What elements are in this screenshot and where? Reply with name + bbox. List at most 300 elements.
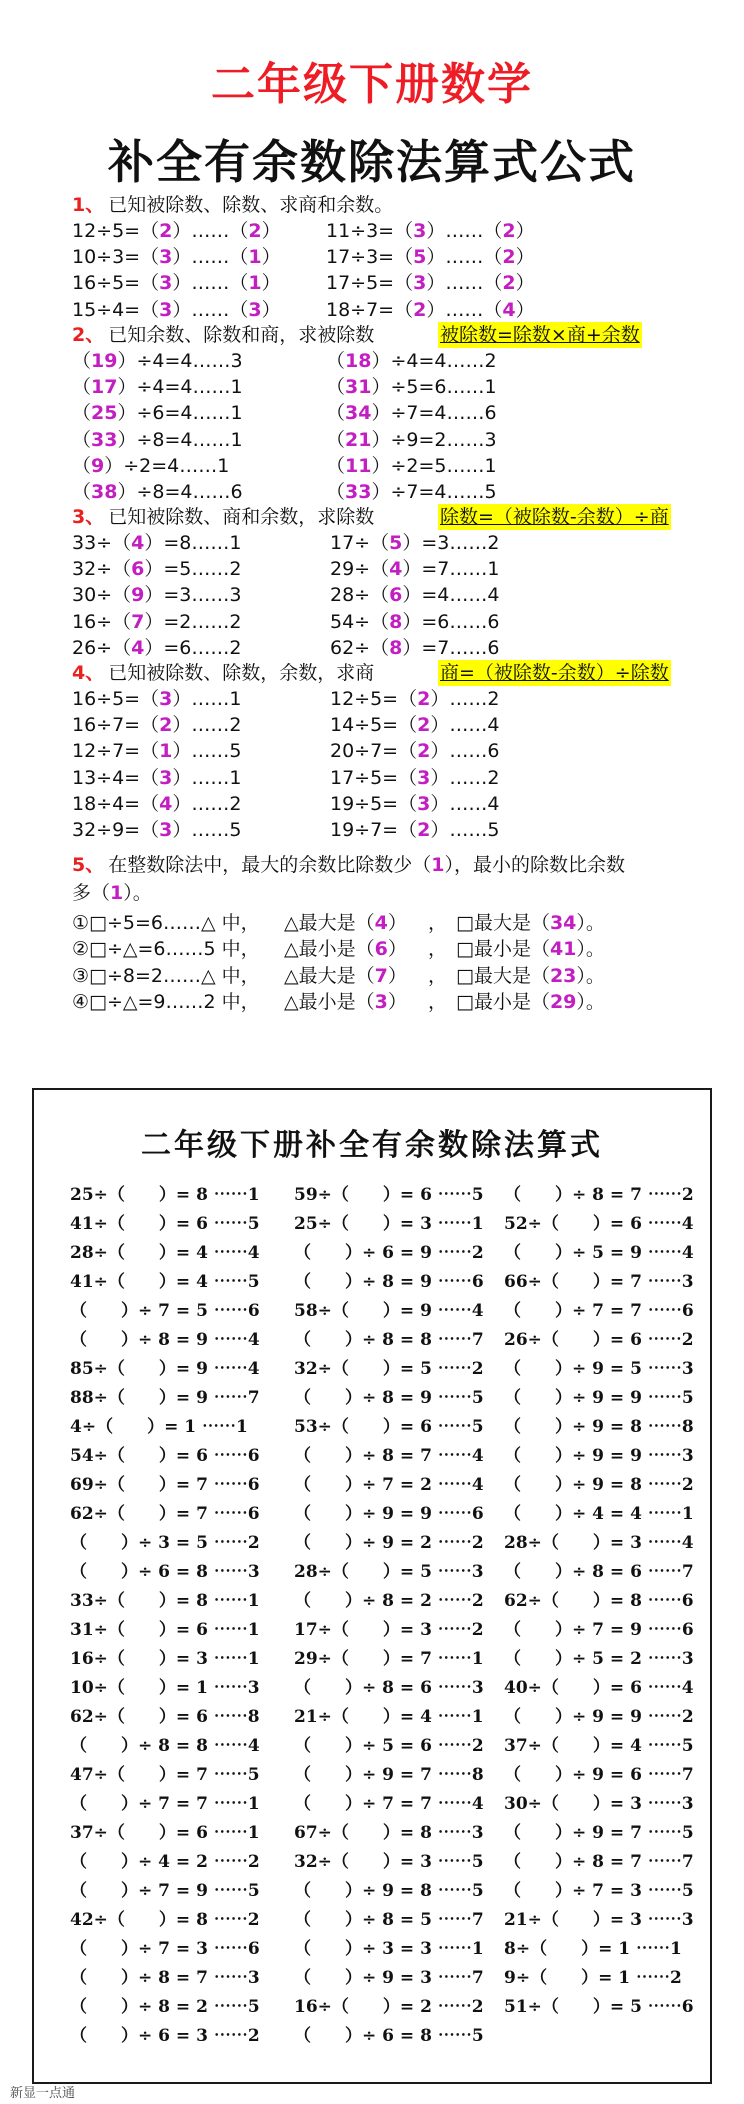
- worksheet-problem: （ ）÷ 8 = 5 ⋯⋯7: [294, 1910, 484, 1930]
- equation-text: ）……6: [430, 740, 500, 763]
- section-label: 已知余数、除数和商，求被除数: [108, 324, 375, 346]
- worksheet-problem: 26÷（ ）= 6 ⋯⋯2: [504, 1330, 694, 1350]
- worksheet-problem: 31÷（ ）= 6 ⋯⋯1: [70, 1620, 260, 1640]
- equation-row: [330, 791, 499, 817]
- equation-text: （: [72, 428, 92, 451]
- equation-text: ）: [515, 272, 535, 295]
- worksheet-problem: （ ）÷ 9 = 2 ⋯⋯2: [294, 1533, 484, 1553]
- worksheet-problem: （ ）÷ 3 = 5 ⋯⋯2: [70, 1533, 260, 1553]
- equation-text: 17÷（: [330, 532, 390, 554]
- equation-text: ）……（: [426, 272, 503, 295]
- worksheet-problem: 29÷（ ）= 7 ⋯⋯1: [294, 1649, 484, 1669]
- equation-row: [330, 530, 499, 556]
- equation-text: ）……（: [172, 246, 249, 269]
- answer-value: 3: [413, 272, 427, 295]
- equation-row: [72, 270, 281, 296]
- equation-row: [72, 712, 241, 738]
- equation-text: （: [326, 402, 346, 425]
- worksheet-problem: 67÷（ ）= 8 ⋯⋯3: [294, 1823, 484, 1843]
- answer-value: 21: [345, 428, 372, 451]
- equation-text: ）……5: [172, 819, 242, 841]
- worksheet-problem: 47÷（ ）= 7 ⋯⋯5: [70, 1765, 260, 1785]
- condition-equation: ④□÷△=9……2 中，: [72, 990, 260, 1013]
- answer-value: 3: [248, 298, 262, 321]
- equation-row: [72, 686, 241, 712]
- section-number: 2、: [72, 324, 105, 346]
- answer-label: △最大是（: [284, 912, 375, 934]
- equation-text: （: [326, 350, 346, 372]
- answer-value: 2: [417, 740, 431, 763]
- equation-text: ）……5: [172, 740, 242, 763]
- answer-value: 3: [159, 298, 173, 321]
- worksheet-problem: （ ）÷ 9 = 7 ⋯⋯5: [504, 1823, 694, 1843]
- equation-text: ）=8……1: [144, 532, 242, 554]
- equation-row: [72, 582, 241, 608]
- answer-value: 31: [345, 376, 372, 399]
- worksheet-problem: 85÷（ ）= 9 ⋯⋯4: [70, 1359, 260, 1379]
- equation-row: [72, 453, 229, 479]
- equation-row: [72, 556, 241, 582]
- worksheet-problem: （ ）÷ 5 = 2 ⋯⋯3: [504, 1649, 694, 1669]
- answer-value: 34: [345, 402, 372, 425]
- worksheet-problem: （ ）÷ 7 = 7 ⋯⋯4: [294, 1794, 484, 1814]
- answer-value: 2: [248, 220, 262, 242]
- equation-row: [72, 609, 241, 635]
- answer-value: 6: [389, 584, 403, 607]
- equation-row: [72, 427, 243, 453]
- equation-row: [326, 400, 497, 426]
- equation-row: [72, 765, 241, 791]
- answer-value: 3: [159, 819, 173, 841]
- worksheet-problem: （ ）÷ 9 = 9 ⋯⋯3: [504, 1446, 694, 1466]
- equation-text: 33÷（: [72, 532, 132, 554]
- answer-value: 11: [345, 454, 372, 477]
- equation-text: 16÷7=（: [72, 714, 160, 737]
- equation-row: [330, 556, 499, 582]
- section-label: 已知被除数、除数、求商和余数。: [108, 194, 394, 216]
- equation-text: ）……（: [172, 220, 249, 242]
- answer-value: 1: [431, 854, 445, 876]
- condition-equation: ①□÷5=6……△ 中，: [72, 912, 260, 934]
- answer-value: 9: [91, 454, 105, 477]
- equation-row: [72, 791, 241, 817]
- answer-value: 33: [91, 428, 118, 451]
- worksheet-problem: 32÷（ ）= 5 ⋯⋯2: [294, 1359, 484, 1379]
- worksheet-problem: （ ）÷ 8 = 9 ⋯⋯4: [70, 1330, 260, 1350]
- section-heading-5: [72, 852, 625, 878]
- bracket-close: ）。: [576, 938, 605, 961]
- equation-text: 12÷5=（: [72, 220, 160, 242]
- answer-value: 4: [502, 298, 516, 321]
- answer-value: 3: [159, 272, 173, 295]
- section-5-line2: [72, 880, 152, 906]
- condition-equation: ②□÷△=6……5 中，: [72, 938, 260, 961]
- worksheet-problem: 10÷（ ）= 1 ⋯⋯3: [70, 1678, 260, 1698]
- equation-text: 19÷7=（: [330, 819, 418, 841]
- equation-text: ）……2: [172, 714, 242, 737]
- worksheet-problem: 59÷（ ）= 6 ⋯⋯5: [294, 1185, 484, 1205]
- worksheet-problem: 25÷（ ）= 8 ⋯⋯1: [70, 1185, 260, 1205]
- equation-row: [330, 582, 499, 608]
- answer-value: 23: [549, 964, 577, 987]
- worksheet-problem: 53÷（ ）= 6 ⋯⋯5: [294, 1417, 484, 1437]
- equation-text: ）÷4=4……2: [371, 350, 497, 372]
- section-label: 已知被除数、商和余数，求除数: [108, 506, 375, 528]
- worksheet-problem: 33÷（ ）= 8 ⋯⋯1: [70, 1591, 260, 1611]
- answer-value: 4: [131, 532, 145, 554]
- section-number: 5、: [72, 854, 105, 876]
- answer-value: 29: [549, 990, 577, 1013]
- equation-text: ）: [261, 246, 281, 269]
- equation-text: ）÷2=4……1: [104, 454, 230, 477]
- equation-text: ）÷2=5……1: [371, 454, 497, 477]
- answer-value: 3: [417, 792, 431, 815]
- equation-text: ）=2……2: [144, 610, 242, 633]
- worksheet-problem: （ ）÷ 5 = 9 ⋯⋯4: [504, 1243, 694, 1263]
- condition-equation: ③□÷8=2……△ 中，: [72, 964, 260, 987]
- equation-row: [330, 817, 499, 843]
- equation-text: ）……1: [172, 766, 242, 789]
- answer-value: 6: [131, 558, 145, 581]
- equation-text: ）=5……2: [144, 558, 242, 581]
- equation-row: [326, 348, 497, 374]
- worksheet-problem: 28÷（ ）= 3 ⋯⋯4: [504, 1533, 694, 1553]
- worksheet-problem: （ ）÷ 8 = 7 ⋯⋯7: [504, 1852, 694, 1872]
- answer-value: 4: [389, 558, 403, 581]
- answer-value: 1: [248, 246, 262, 269]
- equation-row: [330, 609, 499, 635]
- section-heading-4: [72, 660, 374, 686]
- equation-row: [326, 218, 535, 244]
- equation-text: ）÷8=4……6: [117, 481, 243, 503]
- worksheet-problem: （ ）÷ 7 = 2 ⋯⋯4: [294, 1475, 484, 1495]
- answer-value: 1: [110, 882, 124, 904]
- worksheet-problem: 58÷（ ）= 9 ⋯⋯4: [294, 1301, 484, 1321]
- bracket-close: ）。: [576, 964, 605, 987]
- equation-row: [330, 635, 499, 661]
- equation-text: （: [72, 481, 92, 503]
- answer-value: 33: [345, 481, 372, 503]
- equation-text: 19÷5=（: [330, 792, 418, 815]
- equation-row: [72, 374, 243, 400]
- worksheet-problem: （ ）÷ 4 = 2 ⋯⋯2: [70, 1852, 260, 1872]
- worksheet-problem: 21÷（ ）= 3 ⋯⋯3: [504, 1910, 694, 1930]
- worksheet-problem: 21÷（ ）= 4 ⋯⋯1: [294, 1707, 484, 1727]
- watermark-text: 新显一点通: [10, 2086, 76, 2101]
- answer-value: 4: [374, 912, 388, 934]
- worksheet-problem: 9÷（ ）= 1 ⋯⋯2: [504, 1968, 682, 1988]
- answer-label: △最大是（: [284, 964, 375, 987]
- equation-text: ）÷7=4……5: [371, 481, 497, 503]
- answer-label: □最大是（: [456, 964, 550, 987]
- separator-comma: ，: [428, 964, 448, 987]
- worksheet-problem: 28÷（ ）= 5 ⋯⋯3: [294, 1562, 484, 1582]
- equation-text: 29÷（: [330, 558, 390, 581]
- worksheet-problem: （ ）÷ 9 = 9 ⋯⋯2: [504, 1707, 694, 1727]
- worksheet-problem: （ ）÷ 9 = 9 ⋯⋯5: [504, 1388, 694, 1408]
- worksheet-problem: 52÷（ ）= 6 ⋯⋯4: [504, 1214, 694, 1234]
- worksheet-problem: （ ）÷ 8 = 7 ⋯⋯3: [70, 1968, 260, 1988]
- worksheet-image: [32, 1088, 712, 2084]
- section-text: 多（: [72, 882, 111, 904]
- equation-text: （: [72, 454, 92, 477]
- equation-text: 17÷5=（: [330, 766, 418, 789]
- answer-value: 8: [389, 636, 403, 659]
- worksheet-problem: （ ）÷ 9 = 8 ⋯⋯5: [294, 1881, 484, 1901]
- worksheet-problem: （ ）÷ 7 = 7 ⋯⋯6: [504, 1301, 694, 1321]
- worksheet-problem: （ ）÷ 3 = 3 ⋯⋯1: [294, 1939, 484, 1959]
- worksheet-problem: （ ）÷ 6 = 8 ⋯⋯3: [70, 1562, 260, 1582]
- equation-text: ）÷6=4……1: [117, 402, 243, 425]
- worksheet-problem: 54÷（ ）= 6 ⋯⋯6: [70, 1446, 260, 1466]
- equation-text: （: [326, 376, 346, 399]
- equation-text: ）……2: [172, 792, 242, 815]
- worksheet-problem: （ ）÷ 6 = 3 ⋯⋯2: [70, 2026, 260, 2046]
- equation-text: （: [326, 454, 346, 477]
- worksheet-problem: （ ）÷ 7 = 9 ⋯⋯5: [70, 1881, 260, 1901]
- bracket-close: ）: [387, 964, 407, 987]
- worksheet-problem: （ ）÷ 7 = 3 ⋯⋯5: [504, 1881, 694, 1901]
- worksheet-problem: 62÷（ ）= 6 ⋯⋯8: [70, 1707, 260, 1727]
- answer-label: △最小是（: [284, 938, 375, 961]
- equation-text: 15÷4=（: [72, 298, 160, 321]
- worksheet-problem: 41÷（ ）= 4 ⋯⋯5: [70, 1272, 260, 1292]
- worksheet-problem: 32÷（ ）= 3 ⋯⋯5: [294, 1852, 484, 1872]
- formula-highlight: 商=（被除数-余数）÷除数: [440, 662, 669, 684]
- worksheet-problem: 66÷（ ）= 7 ⋯⋯3: [504, 1272, 694, 1292]
- worksheet-problem: （ ）÷ 8 = 6 ⋯⋯7: [504, 1562, 694, 1582]
- section-number: 3、: [72, 506, 105, 528]
- equation-row: [72, 530, 241, 556]
- answer-value: 5: [389, 532, 403, 554]
- equation-text: 12÷5=（: [330, 688, 418, 710]
- worksheet-problem: 88÷（ ）= 9 ⋯⋯7: [70, 1388, 260, 1408]
- equation-text: 16÷5=（: [72, 688, 160, 710]
- answer-value: 2: [502, 220, 516, 242]
- equation-text: ）÷4=4……1: [117, 376, 243, 399]
- equation-row: [72, 297, 281, 323]
- equation-text: 18÷4=（: [72, 792, 160, 815]
- answer-label: □最小是（: [456, 990, 550, 1013]
- equation-row: [330, 686, 499, 712]
- answer-value: 19: [91, 350, 118, 372]
- answer-value: 2: [417, 714, 431, 737]
- worksheet-problem: （ ）÷ 8 = 8 ⋯⋯7: [294, 1330, 484, 1350]
- bracket-close: ）: [387, 938, 407, 961]
- equation-text: ）: [515, 298, 535, 321]
- answer-value: 3: [159, 688, 173, 710]
- answer-value: 8: [389, 610, 403, 633]
- worksheet-problem: 17÷（ ）= 3 ⋯⋯2: [294, 1620, 484, 1640]
- equation-text: ）……2: [430, 688, 500, 710]
- equation-text: ）……（: [426, 246, 503, 269]
- equation-row: [330, 738, 499, 764]
- triangle-answer: [284, 989, 407, 1015]
- equation-row: [72, 348, 243, 374]
- worksheet-problem: （ ）÷ 7 = 9 ⋯⋯6: [504, 1620, 694, 1640]
- square-answer: [456, 910, 605, 936]
- separator-comma: ，: [428, 912, 448, 934]
- answer-label: △最小是（: [284, 990, 375, 1013]
- equation-text: 12÷7=（: [72, 740, 160, 763]
- equation-row: [330, 765, 499, 791]
- equation-text: ）……1: [172, 688, 242, 710]
- answer-value: 9: [131, 584, 145, 607]
- worksheet-problem: （ ）÷ 8 = 8 ⋯⋯4: [70, 1736, 260, 1756]
- worksheet-problem: （ ）÷ 8 = 2 ⋯⋯5: [70, 1997, 260, 2017]
- answer-value: 2: [413, 298, 427, 321]
- equation-row: [72, 479, 243, 505]
- equation-row: [72, 738, 241, 764]
- answer-value: 4: [159, 792, 173, 815]
- worksheet-problem: （ ）÷ 7 = 3 ⋯⋯6: [70, 1939, 260, 1959]
- worksheet-problem: （ ）÷ 9 = 3 ⋯⋯7: [294, 1968, 484, 1988]
- worksheet-problem: （ ）÷ 5 = 6 ⋯⋯2: [294, 1736, 484, 1756]
- worksheet-problem: （ ）÷ 9 = 9 ⋯⋯6: [294, 1504, 484, 1524]
- answer-value: 2: [502, 246, 516, 269]
- section-heading-2: [72, 322, 374, 348]
- answer-value: 2: [417, 688, 431, 710]
- answer-value: 41: [549, 938, 577, 961]
- worksheet-problem: 69÷（ ）= 7 ⋯⋯6: [70, 1475, 260, 1495]
- worksheet-problem: 51÷（ ）= 5 ⋯⋯6: [504, 1997, 694, 2017]
- answer-value: 5: [413, 246, 427, 269]
- equation-text: ）……（: [172, 272, 249, 295]
- equation-text: ）……2: [430, 766, 500, 789]
- answer-label: □最大是（: [456, 912, 550, 934]
- answer-value: 2: [417, 819, 431, 841]
- answer-value: 3: [159, 766, 173, 789]
- equation-text: ）÷8=4……1: [117, 428, 243, 451]
- worksheet-problem: （ ）÷ 9 = 5 ⋯⋯3: [504, 1359, 694, 1379]
- worksheet-problem: 8÷（ ）= 1 ⋯⋯1: [504, 1939, 682, 1959]
- formula-highlight: 被除数=除数×商+余数: [440, 324, 640, 346]
- worksheet-problem: （ ）÷ 8 = 2 ⋯⋯2: [294, 1591, 484, 1611]
- worksheet-problem: 40÷（ ）= 6 ⋯⋯4: [504, 1678, 694, 1698]
- equation-text: ）……4: [430, 792, 500, 815]
- answer-value: 3: [413, 220, 427, 242]
- equation-text: 32÷9=（: [72, 819, 160, 841]
- section-number: 4、: [72, 662, 105, 684]
- worksheet-problem: 41÷（ ）= 6 ⋯⋯5: [70, 1214, 260, 1234]
- equation-text: ）=7……1: [402, 558, 500, 581]
- equation-text: ）=3……2: [402, 532, 500, 554]
- answer-value: 2: [159, 714, 173, 737]
- section-text: ），最小的除数比余数: [444, 854, 625, 876]
- bracket-close: ）。: [576, 912, 605, 934]
- worksheet-problem: （ ）÷ 8 = 7 ⋯⋯4: [294, 1446, 484, 1466]
- equation-text: 18÷7=（: [326, 298, 414, 321]
- equation-text: ）……（: [426, 220, 503, 242]
- answer-value: 25: [91, 402, 118, 425]
- equation-text: （: [72, 350, 92, 372]
- answer-value: 17: [91, 376, 118, 399]
- equation-row: [72, 400, 243, 426]
- worksheet-problem: 16÷（ ）= 2 ⋯⋯2: [294, 1997, 484, 2017]
- equation-text: 16÷5=（: [72, 272, 160, 295]
- formula-highlight: 除数=（被除数-余数）÷商: [440, 506, 669, 528]
- worksheet-problem: 37÷（ ）= 4 ⋯⋯5: [504, 1736, 694, 1756]
- section-text: 在整数除法中，最大的余数比除数少（: [108, 854, 432, 876]
- worksheet-problem: 25÷（ ）= 3 ⋯⋯1: [294, 1214, 484, 1234]
- equation-text: ）=4……4: [402, 584, 500, 607]
- triangle-answer: [284, 963, 407, 989]
- square-answer: [456, 963, 605, 989]
- worksheet-problem: 62÷（ ）= 7 ⋯⋯6: [70, 1504, 260, 1524]
- equation-text: （: [326, 481, 346, 503]
- worksheet-problem: （ ）÷ 6 = 8 ⋯⋯5: [294, 2026, 484, 2046]
- answer-value: 1: [159, 740, 173, 763]
- equation-text: ）……（: [426, 298, 503, 321]
- equation-text: ）: [261, 220, 281, 242]
- equation-text: ）: [515, 246, 535, 269]
- equation-text: ）=3……3: [144, 584, 242, 607]
- worksheet-problem: （ ）÷ 8 = 9 ⋯⋯5: [294, 1388, 484, 1408]
- equation-row: [326, 479, 497, 505]
- square-answer: [456, 989, 605, 1015]
- equation-text: ）÷4=4……3: [117, 350, 243, 372]
- bracket-close: ）。: [576, 990, 605, 1013]
- answer-value: 2: [159, 220, 173, 242]
- section-label: 已知被除数、除数，余数，求商: [108, 662, 375, 684]
- answer-value: 6: [374, 938, 388, 961]
- triangle-answer: [284, 936, 407, 962]
- answer-value: 34: [549, 912, 577, 934]
- equation-text: 10÷3=（: [72, 246, 160, 269]
- equation-text: ）……4: [430, 714, 500, 737]
- worksheet-problem: 37÷（ ）= 6 ⋯⋯1: [70, 1823, 260, 1843]
- equation-text: 28÷（: [330, 584, 390, 607]
- answer-value: 7: [131, 610, 145, 633]
- equation-row: [72, 218, 281, 244]
- equation-text: ）=7……6: [402, 636, 500, 659]
- equation-text: ）……（: [172, 298, 249, 321]
- section-text: ）。: [123, 882, 152, 904]
- equation-text: 17÷3=（: [326, 246, 414, 269]
- answer-value: 4: [131, 636, 145, 659]
- worksheet-title: 二年级下册补全有余数除法算式: [141, 1128, 603, 1163]
- equation-row: [326, 270, 535, 296]
- answer-value: 1: [248, 272, 262, 295]
- worksheet-problem: 28÷（ ）= 4 ⋯⋯4: [70, 1243, 260, 1263]
- equation-row: [72, 635, 241, 661]
- equation-row: [326, 453, 497, 479]
- equation-text: 54÷（: [330, 610, 390, 633]
- equation-text: 14÷5=（: [330, 714, 418, 737]
- equation-text: 17÷5=（: [326, 272, 414, 295]
- equation-text: ）: [261, 298, 281, 321]
- equation-text: ）÷7=4……6: [371, 402, 497, 425]
- equation-text: 13÷4=（: [72, 766, 160, 789]
- equation-text: ）÷9=2……3: [371, 428, 497, 451]
- equation-text: （: [72, 376, 92, 399]
- worksheet-problem: 16÷（ ）= 3 ⋯⋯1: [70, 1649, 260, 1669]
- equation-text: ）……5: [430, 819, 500, 841]
- equation-row: [72, 244, 281, 270]
- equation-text: ）=6……6: [402, 610, 500, 633]
- equation-text: 26÷（: [72, 636, 132, 659]
- equation-text: 11÷3=（: [326, 220, 414, 242]
- worksheet-problem: （ ）÷ 9 = 6 ⋯⋯7: [504, 1765, 694, 1785]
- worksheet-problem: 4÷（ ）= 1 ⋯⋯1: [70, 1417, 248, 1437]
- equation-row: [326, 244, 535, 270]
- equation-text: 30÷（: [72, 584, 132, 607]
- equation-text: （: [326, 428, 346, 451]
- equation-text: ）: [515, 220, 535, 242]
- answer-label: □最小是（: [456, 938, 550, 961]
- square-answer: [456, 936, 605, 962]
- page-title: 二年级下册数学: [211, 59, 533, 110]
